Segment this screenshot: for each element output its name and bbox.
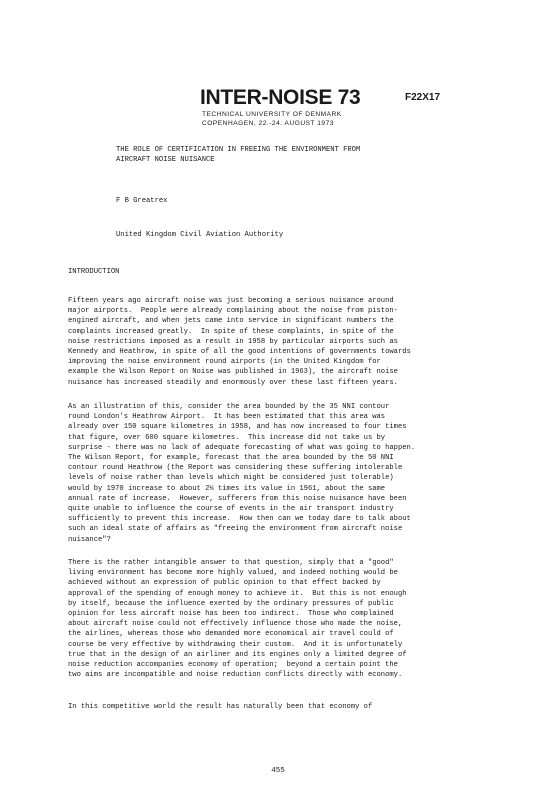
page-number: 455: [271, 767, 285, 775]
conference-title: INTER-NOISE 73: [200, 86, 361, 109]
paper-title: [116, 145, 360, 165]
text-line: quite unable to influence the course of events in the air transport industry: [68, 505, 394, 514]
text-line: sufficiently to prevent this increase. How then can we today dare to talk about: [68, 515, 411, 524]
text-line: such an ideal state of affairs as "freeing the environment from aircraft noise: [68, 525, 403, 534]
text-line: example the Wilson Report on Noise was published in 1963), the aircraft noise: [68, 368, 398, 377]
author-affiliation: United Kingdom Civil Aviation Authority: [116, 231, 284, 239]
text-line: approval of the spending of enough money to achieve it. But this is not enough: [68, 589, 407, 598]
author-name: F B Greatrex: [116, 197, 168, 205]
text-line: major airports. People were already complaining about the noise from piston-: [68, 307, 398, 316]
paragraph: [68, 558, 407, 680]
text-line: two aims are incompatible and noise reduction conflicts directly with economy.: [68, 671, 403, 680]
paragraph: [68, 402, 415, 545]
text-line: contour round Heathrow (the Report was considering these suffering intolerable: [68, 464, 403, 473]
text-line: living environment has become more highly valued, and indeed nothing would be: [68, 569, 398, 578]
text-line: Fifteen years ago aircraft noise was just becoming a serious nuisance around: [68, 297, 394, 305]
paper-title-line: THE ROLE OF CERTIFICATION IN FREEING THE ENVIRONMENT FROM: [116, 146, 361, 154]
text-line: There is the rather intangible answer to that question, simply that a "good": [68, 559, 394, 567]
text-line: improving the noise environment round airports (in the United Kingdom for: [68, 358, 381, 367]
text-line: opinion for less aircraft noise has been too indirect. Those who complained: [68, 610, 394, 619]
text-line: that figure, over 600 square kilometres. This increase did not take us by: [68, 433, 386, 442]
text-line: complaints increased greatly. In spite of these complaints, in spite of the: [68, 327, 394, 336]
text-line: nuisance"?: [68, 535, 111, 544]
text-line: achieved without an expression of public opinion to that effect backed by: [68, 579, 381, 588]
text-line: by itself, because the influence exerted by the ordinary pressures of public: [68, 599, 394, 608]
text-line: nuisance has increased steadily and enormously over these last fifteen years.: [68, 378, 398, 387]
section-heading: INTRODUCTION: [68, 268, 120, 276]
text-line: course be very effective by withdrawing their custom. And it is unfortunately: [68, 640, 403, 649]
text-line: would by 1970 increase to about 2¼ times its value in 1961, about the same: [68, 484, 386, 493]
paragraph: [68, 702, 372, 712]
text-line: In this competitive world the result has naturally been that economy of: [68, 703, 373, 711]
text-line: already over 150 square kilometres in 1958, and has now increased to four times: [68, 423, 407, 432]
university-name: TECHNICAL UNIVERSITY OF DENMARK: [202, 111, 342, 118]
conference-location-dates: COPENHAGEN, 22.-24. AUGUST 1973: [202, 120, 334, 127]
text-line: engined aircraft, and when jets came into service in significant numbers the: [68, 317, 394, 326]
text-line: Kennedy and Heathrow, in spite of all the good intentions of governments towards: [68, 348, 411, 357]
text-line: the airlines, whereas those who demanded more economical air travel could of: [68, 630, 394, 639]
text-line: annual rate of increase. However, sufferers from this noise nuisance have been: [68, 494, 407, 503]
text-line: The Wilson Report, for example, forecast that the area bounded by the 50 NNI: [68, 454, 394, 463]
paper-title-line: AIRCRAFT NOISE NUISANCE: [116, 156, 215, 165]
paper-code: F22X17: [405, 92, 441, 103]
text-line: surprise - there was no lack of adequate forecasting of what was going to happen.: [68, 443, 416, 452]
text-line: As an illustration of this, consider the area bounded by the 35 NNI contour: [68, 403, 390, 411]
text-line: noise restrictions imposed as a result in 1958 by particular airports such as: [68, 337, 398, 346]
text-line: true that in the design of an airliner and its engines only a limited degree of: [68, 650, 407, 659]
text-line: noise reduction accompanies economy of operation; beyond a certain point the: [68, 661, 398, 670]
text-line: levels of noise rather than levels which might be considered just tolerable): [68, 474, 394, 483]
paragraph: [68, 296, 411, 388]
text-line: about aircraft noise could not effectively influence those who made the noise,: [68, 620, 403, 629]
text-line: round London's Heathrow Airport. It has been estimated that this area was: [68, 413, 386, 422]
